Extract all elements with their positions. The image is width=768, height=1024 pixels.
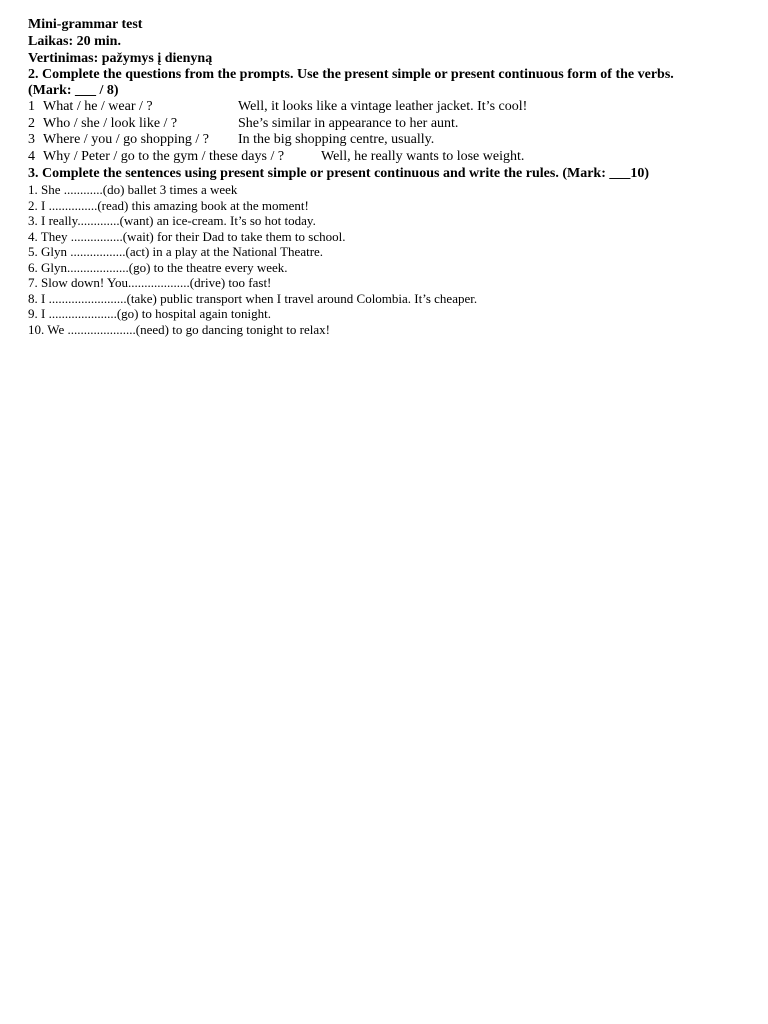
sentence-item: 7. Slow down! You...................(drive) too fast! bbox=[28, 275, 272, 290]
sentence-item: 3. I really.............(want) an ice-cream. It’s so hot today. bbox=[28, 213, 316, 228]
question-number: 1 bbox=[28, 99, 35, 114]
question-prompt: Where / you / go shopping / ? bbox=[43, 132, 210, 147]
sentence-item: 10. We .....................(need) to go dancing tonight to relax! bbox=[28, 321, 330, 337]
sentence-item: 6. Glyn...................(go) to the theatre every week. bbox=[28, 259, 288, 275]
question-number: 2 bbox=[28, 115, 35, 131]
sentence-item: 9. I .....................(go) to hospital again tonight. bbox=[28, 306, 272, 321]
task-3-section bbox=[28, 166, 758, 337]
question-row bbox=[28, 132, 758, 149]
worksheet-page bbox=[28, 16, 758, 337]
sentence-item: 4. They ................(wait) for their Dad to take them to school. bbox=[28, 228, 346, 244]
question-answer: Well, it looks like a vintage leather jacket. It’s cool! bbox=[238, 99, 528, 114]
sentence-item: 5. Glyn .................(act) in a play at the National Theatre. bbox=[28, 244, 324, 259]
grading-note: Vertinimas: pažymys į dienyną bbox=[28, 51, 213, 66]
time-limit: Laikas: 20 min. bbox=[28, 34, 121, 49]
test-title: Mini-grammar test bbox=[28, 17, 143, 32]
question-answer: She’s similar in appearance to her aunt. bbox=[238, 115, 459, 131]
task-2-mark: (Mark: ___ / 8) bbox=[28, 83, 119, 98]
sentence-item: 8. I ........................(take) public transport when I travel around Colombia. It’s cheaper. bbox=[28, 290, 478, 306]
task-3-title: 3. Complete the sentences using present simple or present continuous and write the rules. (Mark: ___10) bbox=[28, 166, 650, 181]
question-number: 4 bbox=[28, 148, 35, 164]
question-prompt: Who / she / look like / ? bbox=[43, 115, 178, 131]
question-prompt: Why / Peter / go to the gym / these days / ? bbox=[43, 148, 285, 164]
question-number: 3 bbox=[28, 132, 35, 147]
question-answer: In the big shopping centre, usually. bbox=[238, 132, 435, 147]
question-prompt: What / he / wear / ? bbox=[43, 99, 153, 114]
question-row bbox=[28, 99, 758, 116]
question-answer: Well, he really wants to lose weight. bbox=[321, 148, 525, 164]
question-row bbox=[28, 116, 758, 133]
task-2-title: 2. Complete the questions from the prompts. Use the present simple or present continuous form of the verbs. bbox=[28, 67, 674, 82]
sentence-item: 2. I ...............(read) this amazing book at the moment! bbox=[28, 197, 309, 213]
task-2-section bbox=[28, 67, 758, 165]
question-row bbox=[28, 149, 758, 166]
sentence-item: 1. She ............(do) ballet 3 times a week bbox=[28, 182, 238, 197]
